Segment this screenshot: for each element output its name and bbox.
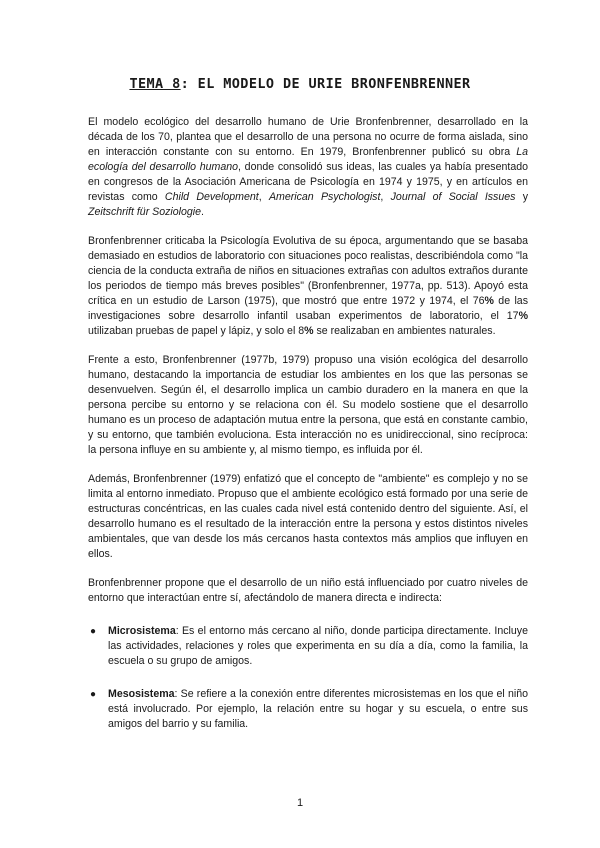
list-item-term: Microsistema xyxy=(108,625,176,637)
book-title: La ecología del desarrollo humano xyxy=(88,146,528,173)
page-number: 1 xyxy=(296,797,304,809)
paragraph-environment: Además, Bronfenbrenner (1979) enfatizó que el concepto de "ambiente" es complejo y no se limita al entorno inmediato. Propuso que el ambiente ecológico está formado por una serie de estructuras concéntricas, en las cuales cada nivel está contenido dentro del siguiente. Así, el desarrollo humano es el resultado de la interacción entre la persona y estos distintos niveles ambientales, que van desde los más cercanos hasta contextos más amplios que influyen en ellos. xyxy=(88,473,528,560)
title-topic-number: TEMA 8 xyxy=(129,76,181,92)
title-text: : EL MODELO DE URIE BRONFENBRENNER xyxy=(180,76,471,92)
levels-list xyxy=(88,624,528,732)
paragraph-criticism: Bronfenbrenner criticaba la Psicología Evolutiva de su época, argumentando que se basaba demasiado en estudios de laboratorio con situaciones poco realistas, describiéndola como "la ciencia de la conducta extraña de niños en situaciones extrañas con adultos extraños durante los periodos de tiempo más breves posibles" (Bronfenbrenner, 1977a, pp. 513). Apoyó esta crítica en un estudio de Larson (1975), que mostró que entre 1972 y 1974, el 76% de las investigaciones sobre desarrollo infantil usaban experimentos de laboratorio, el 17% utilizaban pruebas de papel y lápiz, y solo el 8% se realizaban en ambientes naturales. xyxy=(88,235,528,337)
paragraph-ecological-view: Frente a esto, Bronfenbrenner (1977b, 1979) propuso una visión ecológica del desarrollo humano, destacando la importancia de estudiar los ambientes en los que las personas se desenvuelven. Según él, el desarrollo implica un cambio duradero en la manera en que la persona percibe su entorno y se relaciona con él. Su modelo sostiene que el desarrollo humano es un proceso de adaptación mutua entre la persona, que está en constante cambio, y su entorno, que también evoluciona. Esta interacción no es unidireccional, sino recíproca: la persona influye en su ambiente y, al mismo tiempo, es influida por él. xyxy=(88,354,528,456)
paragraph-intro: El modelo ecológico del desarrollo humano de Urie Bronfenbrenner, desarrollado en la década de los 70, plantea que el desarrollo de una persona no ocurre de forma aislada, sino en interacción constante con su entorno. En 1979, Bronfenbrenner publicó su obra La ecología del desarrollo humano, donde consolidó sus ideas, las cuales ya había presentado en congresos de la Asociación Americana de Psicología en 1974 y 1975, y en artículos en revistas como Child Development, American Psychologist, Journal of Social Issues y Zeitschrift für Soziologie. xyxy=(88,116,528,218)
list-item-term: Mesosistema xyxy=(108,688,175,700)
document-body xyxy=(88,115,528,750)
journal-title: Zeitschrift für Soziologie xyxy=(88,206,202,218)
journal-title: Child Development xyxy=(164,191,259,203)
list-item xyxy=(88,624,528,669)
list-item-text: : Es el entorno más cercano al niño, donde participa directamente. Incluye las actividades, relaciones y roles que experimenta en su día a día, como la familia, la escuela o su grupo de amigos. xyxy=(108,625,528,667)
journal-title: American Psychologist xyxy=(268,191,381,203)
journal-title: Journal of Social Issues xyxy=(390,191,516,203)
list-item-text: : Se refiere a la conexión entre diferentes microsistemas en los que el niño está involucrado. Por ejemplo, la relación entre su hogar y su escuela, o entre sus amigos del barrio y su familia. xyxy=(108,688,528,730)
list-item xyxy=(88,687,528,732)
bullet-icon: ● xyxy=(90,626,97,637)
page-title xyxy=(0,76,600,92)
bullet-icon: ● xyxy=(90,689,97,700)
paragraph-levels-intro: Bronfenbrenner propone que el desarrollo de un niño está influenciado por cuatro niveles de entorno que interactúan entre sí, afectándolo de manera directa e indirecta: xyxy=(88,577,528,604)
